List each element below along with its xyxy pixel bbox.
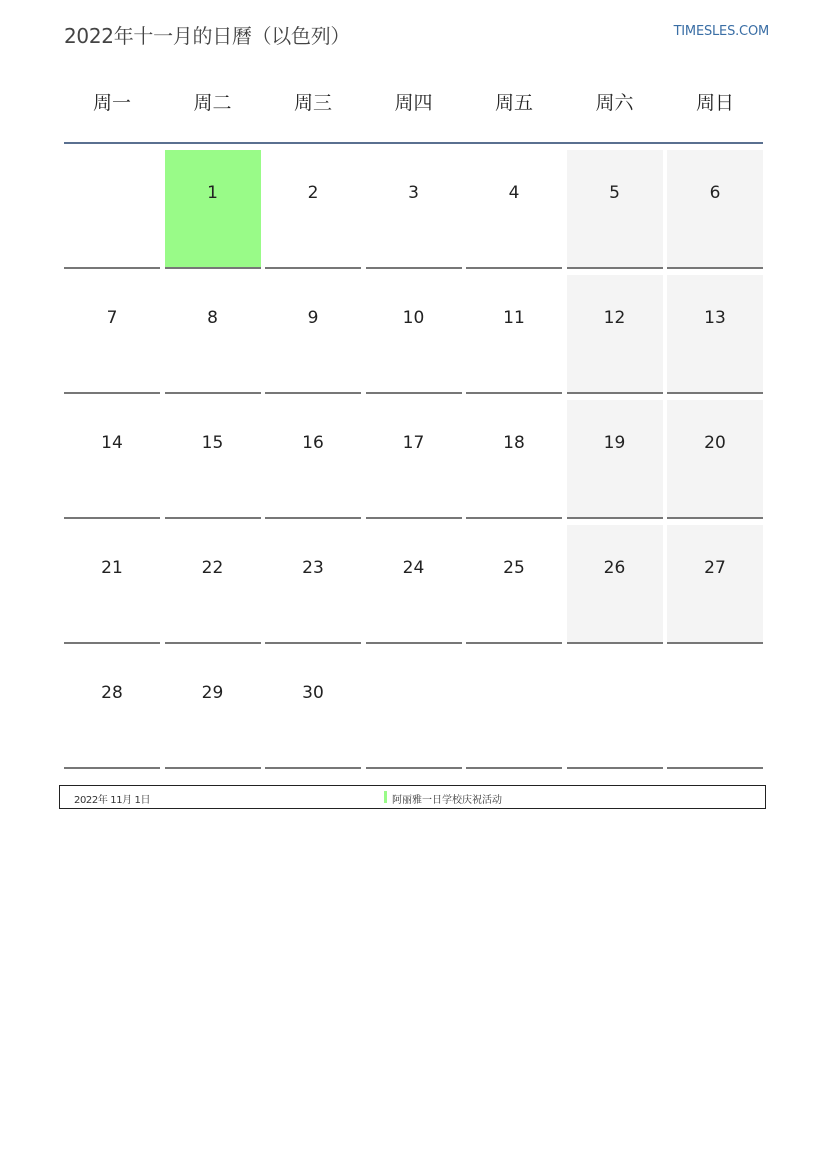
day-cell-2[interactable] <box>265 150 361 269</box>
day-number: 8 <box>207 308 218 328</box>
day-number: 17 <box>402 433 425 453</box>
day-number: 12 <box>603 308 626 328</box>
page-title: 2022年十一月的日曆（以色列） <box>64 24 351 48</box>
day-cell-9[interactable] <box>265 275 361 394</box>
day-cell-25[interactable] <box>466 525 562 644</box>
day-cell-24[interactable] <box>366 525 462 644</box>
day-number: 7 <box>106 308 118 328</box>
day-number: 2 <box>307 183 319 203</box>
weekday-header <box>64 88 763 122</box>
day-number: 4 <box>508 183 520 203</box>
day-cell-empty <box>64 150 160 269</box>
day-cell-29[interactable] <box>165 650 261 769</box>
day-number: 28 <box>101 683 123 703</box>
day-cell-15[interactable] <box>165 400 261 519</box>
day-cell-21[interactable] <box>64 525 160 644</box>
day-cell-26[interactable] <box>567 525 663 644</box>
day-cell-13[interactable] <box>667 275 763 394</box>
day-cell-30[interactable] <box>265 650 361 769</box>
day-number: 10 <box>402 308 425 328</box>
day-cell-14[interactable] <box>64 400 160 519</box>
day-cell-empty <box>466 650 562 769</box>
day-cell-4[interactable] <box>466 150 562 269</box>
day-number: 27 <box>704 558 726 578</box>
day-number: 13 <box>704 308 726 328</box>
day-cell-11[interactable] <box>466 275 562 394</box>
site-link[interactable]: TIMESLES.COM <box>673 24 769 39</box>
event-color-marker <box>384 791 387 803</box>
day-number: 1 <box>207 183 218 203</box>
day-cell-7[interactable] <box>64 275 160 394</box>
day-cell-8[interactable] <box>165 275 261 394</box>
event-list <box>59 785 766 809</box>
day-cell-10[interactable] <box>366 275 462 394</box>
header-divider <box>64 142 763 144</box>
weekday-fri: 周五 <box>494 92 533 114</box>
day-cell-22[interactable] <box>165 525 261 644</box>
day-cell-empty <box>366 650 462 769</box>
day-cell-16[interactable] <box>265 400 361 519</box>
day-cell-20[interactable] <box>667 400 763 519</box>
day-number: 18 <box>503 433 525 453</box>
day-number: 20 <box>704 433 726 453</box>
weekday-mon: 周一 <box>92 92 131 114</box>
day-number: 29 <box>201 683 224 703</box>
weekday-thu: 周四 <box>394 92 433 114</box>
event-date: 2022年 11月 1日 <box>74 795 151 806</box>
day-cell-12[interactable] <box>567 275 663 394</box>
day-number: 6 <box>709 183 721 203</box>
day-number: 3 <box>408 183 419 203</box>
day-number: 19 <box>603 433 626 453</box>
day-number: 11 <box>503 308 525 328</box>
day-number: 5 <box>609 183 620 203</box>
day-cell-27[interactable] <box>667 525 763 644</box>
weekday-sun: 周日 <box>695 92 734 114</box>
day-number: 16 <box>302 433 324 453</box>
weekday-tue: 周二 <box>193 92 232 114</box>
day-number: 26 <box>603 558 626 578</box>
day-number: 9 <box>307 308 319 328</box>
day-number: 15 <box>201 433 224 453</box>
day-number: 23 <box>302 558 324 578</box>
day-cell-17[interactable] <box>366 400 462 519</box>
day-number: 24 <box>402 558 425 578</box>
day-cell-3[interactable] <box>366 150 462 269</box>
day-cell-empty <box>667 650 763 769</box>
day-number: 30 <box>302 683 324 703</box>
day-number: 14 <box>101 433 123 453</box>
day-cell-19[interactable] <box>567 400 663 519</box>
day-cell-1[interactable] <box>165 150 261 269</box>
weekday-wed: 周三 <box>293 92 332 114</box>
day-number: 25 <box>503 558 525 578</box>
day-cell-5[interactable] <box>567 150 663 269</box>
day-cell-empty <box>567 650 663 769</box>
event-name: 阿丽雅一日学校庆祝活动 <box>392 795 502 806</box>
day-cell-18[interactable] <box>466 400 562 519</box>
weekday-sat: 周六 <box>595 92 634 114</box>
day-cell-23[interactable] <box>265 525 361 644</box>
day-cell-6[interactable] <box>667 150 763 269</box>
day-number: 22 <box>201 558 224 578</box>
day-cell-28[interactable] <box>64 650 160 769</box>
day-number: 21 <box>101 558 123 578</box>
